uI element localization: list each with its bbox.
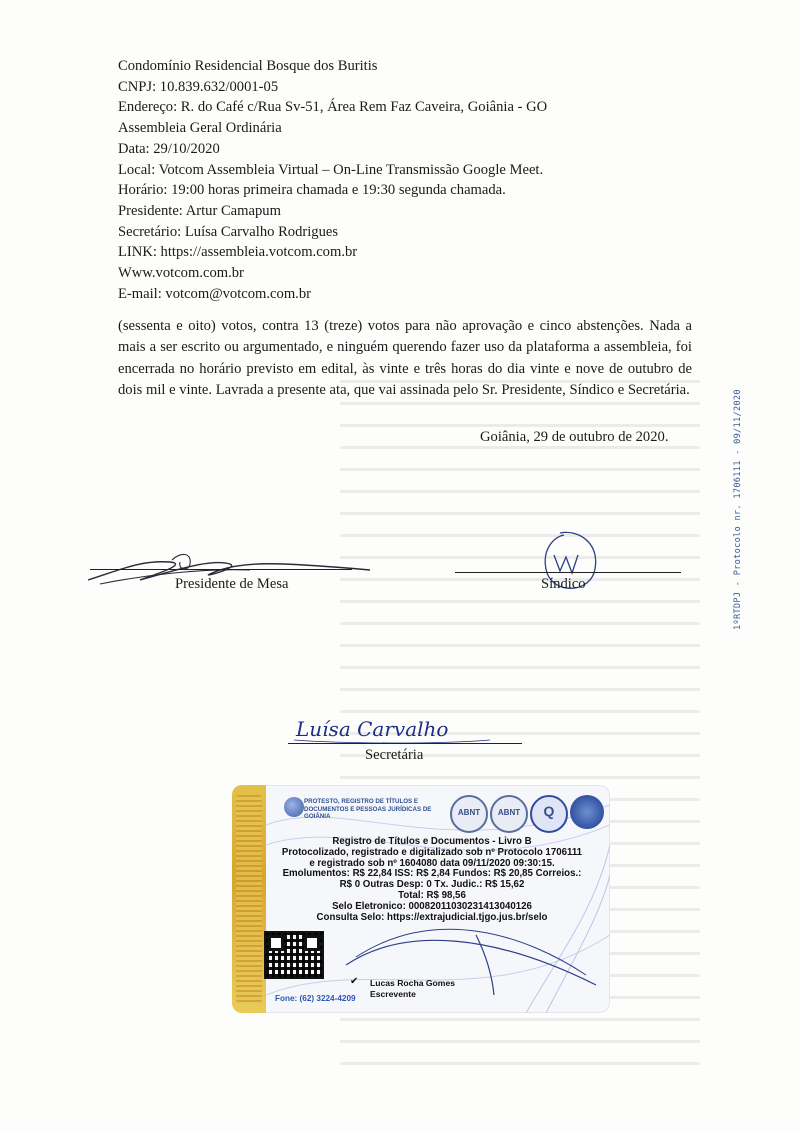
registry-line: Protocolizado, registrado e digitalizado sob nº Protocolo 1706111 [281, 846, 583, 858]
fees-line: R$ 0 Outras Desp: 0 Tx. Judic.: R$ 15,62 [339, 879, 525, 891]
fees-line: Emolumentos: R$ 22,84 ISS: R$ 2,84 Fundos: R$ 20,85 Correios.: [282, 868, 582, 880]
registry-org-name: PROTESTO, REGISTRO DE TÍTULOS E DOCUMENTOS E PESSOAS JURÍDICAS DE GOIÂNIA [304, 798, 432, 821]
checkmark-icon: ✔ [350, 976, 359, 987]
secretaria-handwriting: Luísa Carvalho [296, 717, 449, 741]
registry-stamp [232, 785, 610, 1013]
header-line: Www.votcom.com.br [118, 265, 244, 282]
header-line: LINK: https://assembleia.votcom.com.br [118, 244, 358, 261]
consulta-selo-line: Consulta Selo: https://extrajudicial.tjgo.jus.br/selo [316, 911, 548, 923]
header-line: Data: 29/10/2020 [118, 140, 220, 157]
registry-line: Registro de Títulos e Documentos - Livro B [332, 836, 532, 847]
qr-code-icon [264, 931, 324, 979]
escrevente-role: Escrevente [370, 989, 416, 999]
presidente-label: Presidente de Mesa [175, 576, 289, 592]
header-line: Endereço: R. do Café c/Rua Sv-51, Área Rem Faz Caveira, Goiânia - GO [118, 99, 548, 116]
registry-details [272, 837, 592, 923]
total-line: Total: R$ 98,56 [398, 889, 466, 901]
secretaria-label: Secretária [365, 747, 424, 763]
protocol-side-stamp: 1ºRTDPJ - Protocolo nr. 1706111 - 09/11/2020 [733, 389, 743, 630]
coat-of-arms-icon [570, 795, 604, 829]
secretaria-signature-line [288, 743, 522, 744]
header-line: Assembleia Geral Ordinária [118, 120, 282, 137]
minutes-paragraph: (sessenta e oito) votos, contra 13 (treze) votos para não aprovação e cinco abstenções. Nada a mais a ser escrito ou argumentado, e ninguém querendo fazer uso da plataforma a assembleia, foi encerrada no horário previsto em edital, às vinte e três horas do dia vinte e nove de outubro de dois mil e vinte. Lavrada a presente ata, que vai assinada pelo Sr. Presidente, Síndico e Secretária. [118, 318, 692, 399]
header-line: Horário: 19:00 horas primeira chamada e 19:30 segunda chamada. [118, 182, 506, 199]
presidente-signature-line [90, 569, 352, 570]
stamp-security-strip [232, 785, 266, 1013]
quality-seal-icon: Q [530, 795, 568, 833]
meeting-header [118, 56, 698, 304]
date-line: Goiânia, 29 de outubro de 2020. [480, 429, 669, 445]
escrevente-block [370, 978, 455, 1000]
header-line: Secretário: Luísa Carvalho Rodrigues [118, 223, 339, 240]
registry-line: e registrado sob nº 1604080 data 09/11/2020 09:30:15. [309, 857, 555, 869]
escrevente-name: Lucas Rocha Gomes [370, 978, 456, 988]
header-line: CNPJ: 10.839.632/0001-05 [118, 78, 279, 95]
header-line: E-mail: votcom@votcom.com.br [118, 285, 311, 302]
header-line: Condomínio Residencial Bosque dos Buritis [118, 58, 378, 74]
sindico-label: Síndico [541, 576, 586, 592]
header-line: Presidente: Artur Camapum [118, 202, 281, 219]
abnt-seal-icon: ABNT [490, 795, 528, 833]
header-line: Local: Votcom Assembleia Virtual – On-Line Transmissão Google Meet. [118, 161, 544, 178]
abnt-seal-icon: ABNT [450, 795, 488, 833]
sindico-signature-line [455, 572, 681, 573]
sindico-signature [520, 525, 620, 605]
registry-logo-icon [284, 797, 304, 817]
phone-number: Fone: (62) 3224-4209 [275, 994, 356, 1003]
selo-line: Selo Eletronico: 00082011030231413040126 [332, 900, 532, 912]
